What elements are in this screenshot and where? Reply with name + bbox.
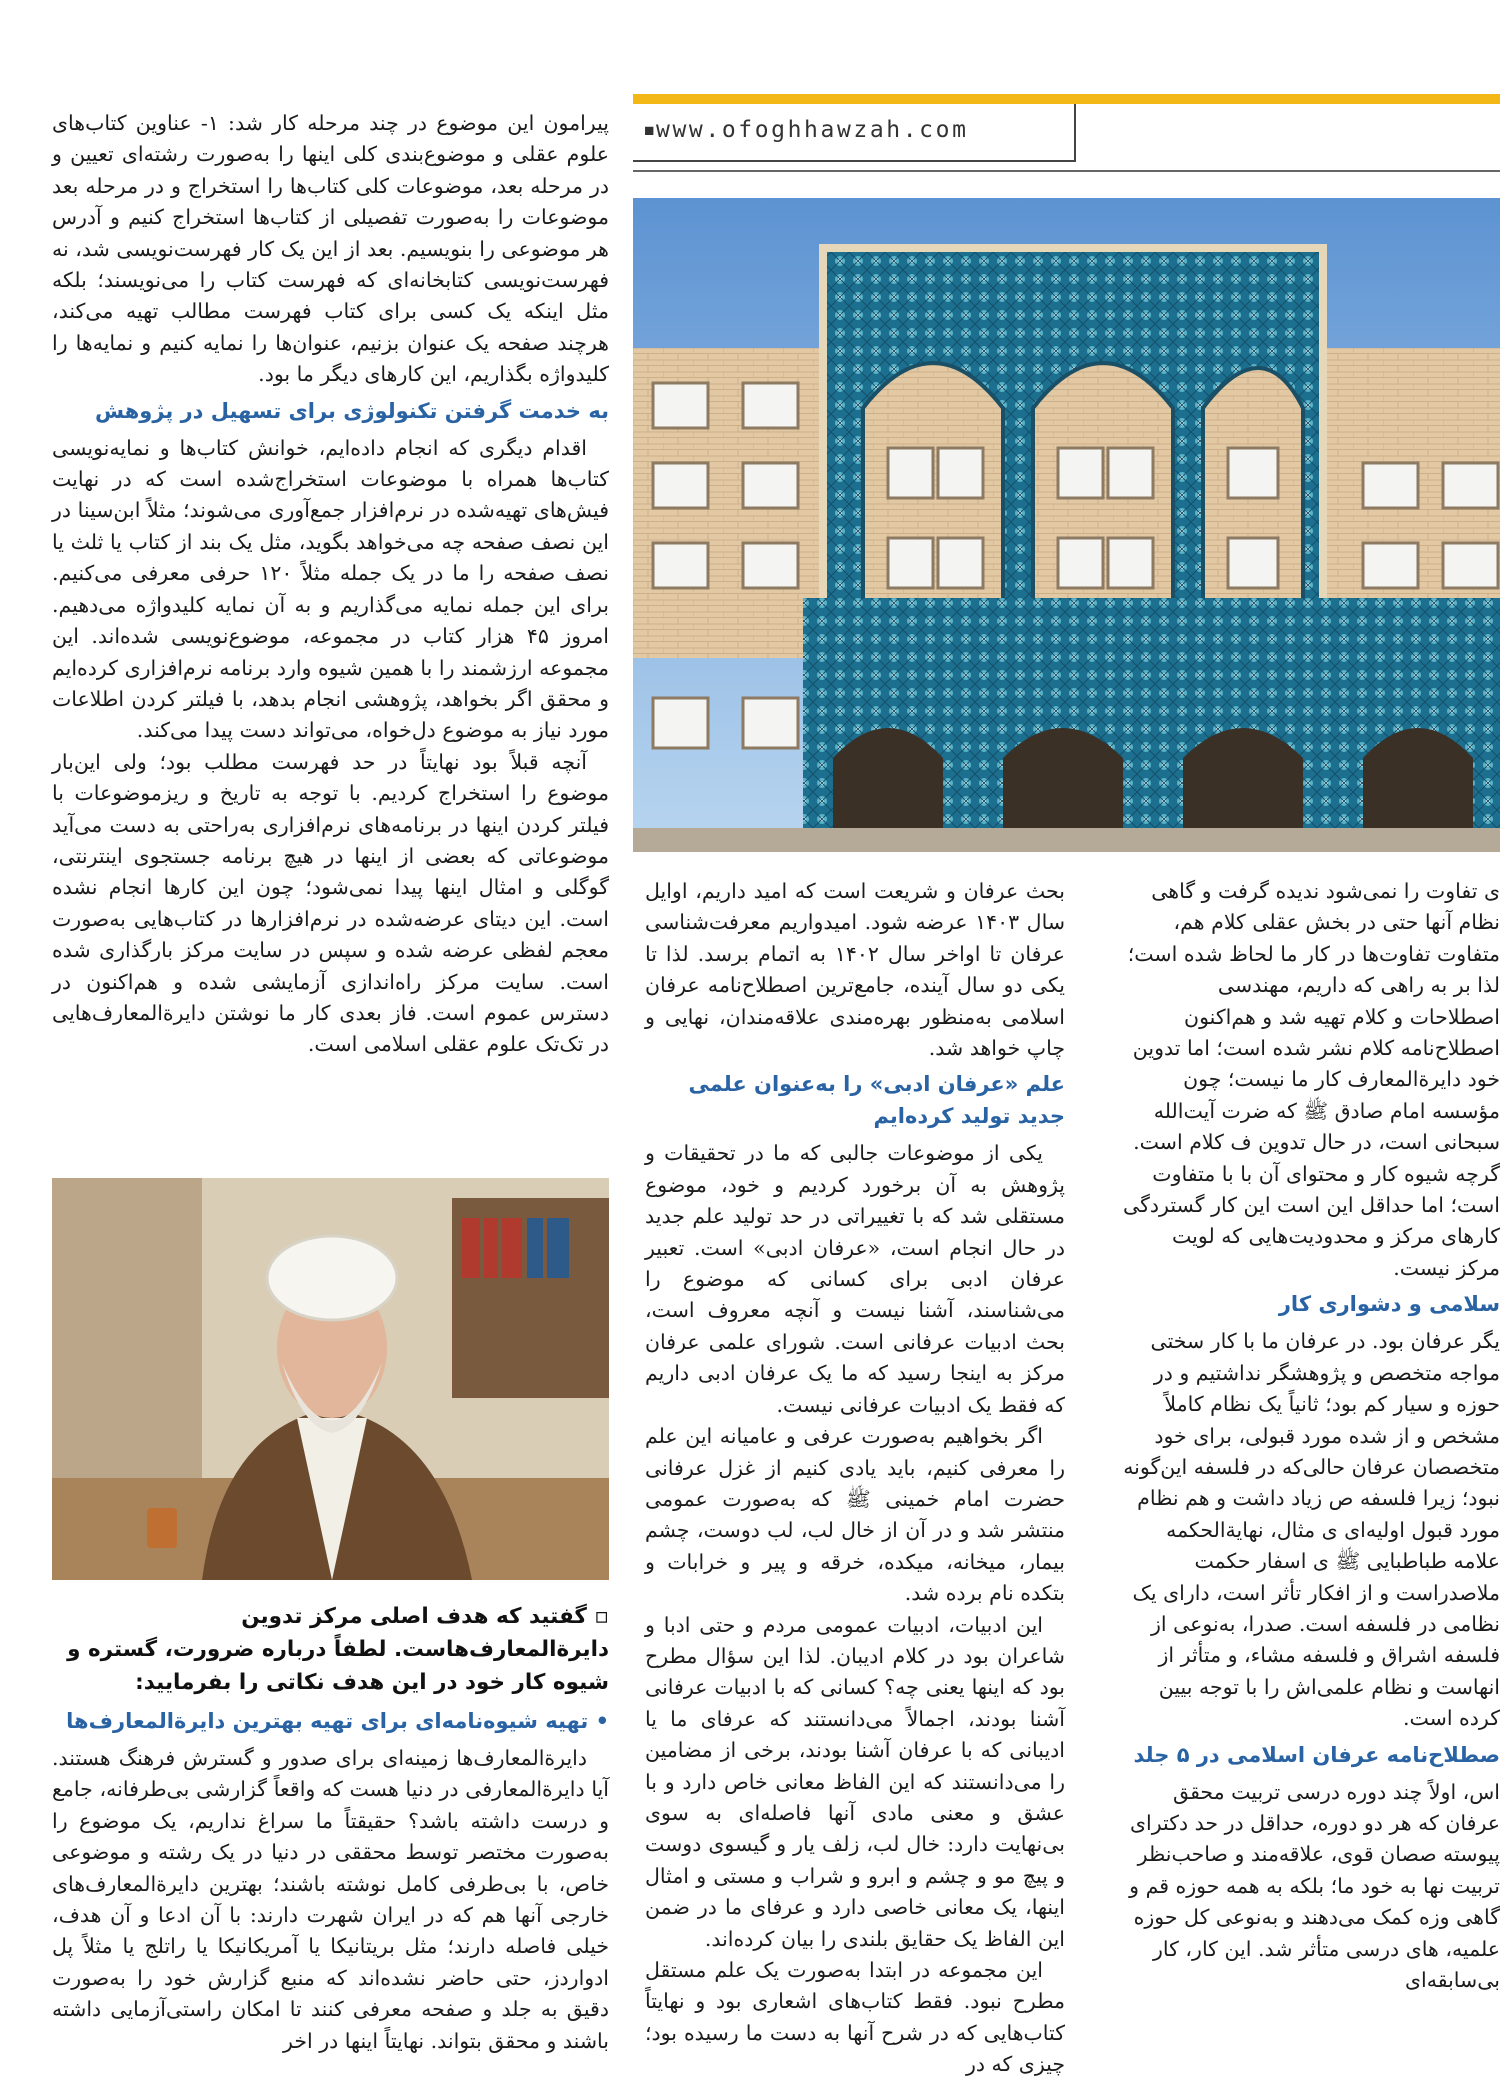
header-rule-left (633, 170, 1076, 172)
portrait-photo (52, 1178, 609, 1580)
left-paragraph-2: اقدام دیگری که انجام داده‌ایم، خوانش کتاب‌ها و نمایه‌نویسی کتاب‌ها همراه با موضوعات استخراج‌شده است که در نهایت فیش‌های تهیه‌شده در نرم‌افزار جمع‌آوری می‌شوند؛ مثلاً ابن‌سینا در این نصف صفحه چه می‌خواهد بگوید، مثل یک بند از کتاب یا ثلث یا نصف صفحه را ما در یک جمله مثلاً ۱۲۰ حرفی معرفی می‌کنیم. برای این جمله نمایه می‌گذاریم و به آن نمایه کلیدواژه می‌دهیم. امروز ۴۵ هزار کتاب در مجموعه، موضوع‌نویسی شده‌اند. این مجموعه ارزشمند را با همین شیوه وارد برنامه نرم‌افزاری کرده‌ایم و محقق اگر بخواهد، پژوهشی انجام بدهد، با فیلتر کردن اطلاعات مورد نیاز به موضوع دل‌خواه، می‌تواند دست پیدا می‌کند. (52, 435, 609, 743)
middle-paragraph-2: یکی از موضوعات جالبی که ما در تحقیقات و پژوهش به آن برخورد کردیم و خود، موضوع مستقلی شد که با تغییراتی در حد تولید علم جدید در حال انجام است، «عرفان ادبی» است. تعبیر عرفان ادبی برای کسانی که موضوع را می‌شناسند، آشنا نیست و آنچه معروف است، بحث ادبیات عرفانی است. شورای علمی عرفان مرکز به اینجا رسید که ما یک عرفان ادبی داریم که فقط یک ادبیات عرفانی نیست. (645, 1141, 1065, 1417)
heading-method: • تهیه شیوه‌نامه‌ای برای تهیه بهترین دایرةالمعارف‌ها (66, 1709, 609, 1733)
left-paragraph-3: آنچه قبلاً بود نهایتاً در حد فهرست مطلب بود؛ ولی این‌بار موضوع را استخراج کردیم. با توجه به تاریخ و ریزموضوعات با فیلتر کردن اینها در برنامه‌های نرم‌افزاری به‌راحتی به دست می‌آید موضوعاتی که بعضی از اینها در هیچ برنامه جستجوی اینترنتی، گوگلی و امثال اینها پیدا نمی‌شود؛ چون این کارها انجام نشده است. این دیتای عرضه‌شده در نرم‌افزارها در کتاب‌هایی به‌صورت معجم لفظی عرضه شده و سپس در سایت مرکز بارگذاری شده است. سایت مرکز راه‌اندازی آزمایشی شده و هم‌اکنون در دسترس عموم است. فاز بعدی کار ما نوشتن دایرةالمعارف‌هایی در تک‌تک علوم عقلی اسلامی است. (52, 749, 609, 1057)
right-paragraph-3: اس، اولاً چند دوره درسی تربیت محقق عرفان که هر دو دوره، حداقل در حد دکترای پیوسته صصان قوی، علاقه‌مند و صاحب‌نظر تربیت نها به خود ما؛ بلکه به همه حوزه قم و گاهی وزه کمک می‌دهند و به‌نوعی کل حوزه علمیه، های درسی متأثر شد. این کار، کار بی‌سابقه‌ای (1129, 1779, 1500, 1992)
heading-thesaurus: صطلاح‌نامه عرفان اسلامی در ۵ جلد (1133, 1742, 1500, 1767)
left-column (52, 108, 609, 1172)
right-column (1123, 876, 1500, 1992)
middle-paragraph-1: بحث عرفان و شریعت است که امید داریم، اوایل سال ۱۴۰۳ عرضه شود. امیدواریم معرفت‌شناسی عرفان تا اواخر سال ۱۴۰۲ به اتمام برسد. لذا تا یکی دو سال آینده، جامع‌ترین اصطلاح‌نامه عرفان اسلامی به‌منظور بهره‌مندی علاقه‌مندان، نهایی و چاپ خواهد شد. (645, 879, 1065, 1061)
building-photo (633, 198, 1500, 852)
heading-difficulty: سلامی و دشواری کار (1278, 1292, 1500, 1317)
middle-column (645, 876, 1065, 2084)
header-accent-bar (633, 94, 1500, 104)
middle-paragraph-4: این ادبیات، ادبیات عمومی مردم و حتی ادبا و شاعران بود در کلام ادیبان. لذا این سؤال مطرح بود که اینها یعنی چه؟ کسانی که با ادبیات عرفانی آشنا بودند، اجمالاً می‌دانستند که عرفای ما یا ادیبانی که با عرفان آشنا بودند، برخی از مضامین را می‌دانستند که این الفاظ معانی خاص دارد و با عشق و معنی مادی آنها فاصله‌ای به سوی بی‌نهایت دارد: خال لب، زلف یار و گیسوی دوست و پیچ مو و چشم و ابرو و شراب و مستی و امثال اینها، یک معانی خاصی دارد و عرفای ما در ضمن این الفاظ یک حقایق بلندی را بیان کرده‌اند. (645, 1612, 1065, 1951)
heading-technology: به خدمت گرفتن تکنولوژی برای تسهیل در پژوهش (95, 398, 609, 423)
right-paragraph-2: یگر عرفان بود. در عرفان ما با کار سختی مواجه متخصص و پژوهشگر نداشتیم و در حوزه و سیار کم بود؛ ثانیاً یک نظام کاملاً مشخص و از شده مورد قبولی، برای خود متخصصان عرفان حالی‌که در فلسفه این‌گونه نبود؛ زیرا فلسفه ص زیاد داشت و هم نظام مورد قبول اولیه‌ای ی مثال، نهایة‌الحکمه علامه طباطبایی ﷺ ی اسفار حکمت ملاصدراست و از افکار تأثر است، دارای یک نظامی در فلسفه است. صدرا، به‌نوعی از فلسفه اشراق و فلسفه مشاء، و متأثر از انهاست و نظام علمی‌اش را با توجه بیین کرده است. (1123, 1329, 1500, 1731)
left-paragraph-1: پیرامون این موضوع در چند مرحله کار شد: ۱- عناوین کتاب‌های علوم عقلی و موضوع‌بندی کلی اینها را به‌صورت رشته‌ای تعیین و در مرحله بعد، موضوعات کلی کتاب‌ها را استخراج و در مرحله بعد موضوعات را به‌صورت تفصیلی از کتاب‌ها استخراج کنیم و آدرس هر موضوعی را بنویسیم. بعد از این یک کار فهرست‌نویسی شد، نه فهرست‌نویسی کتابخانه‌ای که فهرست کتاب را می‌نویسند؛ بلکه مثل اینکه یک کسی برای کتاب فهرست مطالب تهیه می‌کند، هرچند صفحه یک عنوان بزنیم، عنوان‌ها را نمایه کنیم و نمایه‌ها را کلیدواژه بگذاریم، این کارهای دیگر ما بود. (52, 111, 609, 387)
left-paragraph-4: دایرةالمعارف‌ها زمینه‌ای برای صدور و گسترش فرهنگ هستند. آیا دایرةالمعارفی در دنیا هست که واقعاً گزارشی بی‌طرفانه، جامع و درست داشته باشد؟ حقیقتاً ما سراغ نداریم، یک موضوع را به‌صورت مختصر توسط محققی در دنیا در یک رشته و موضوعی خاص، با بی‌طرفی کامل نوشته باشند؛ بهترین دایرةالمعارف‌های خارجی آنها هم که در ایران شهرت دارند: با آن ادعا و آن هدف، خیلی فاصله دارند؛ مثل بریتانیکا یا آمریکانیکا یا راتلج یا مثلاً پل ادواردز، حتی حاضر نشده‌اند که منبع گزارش خود را به‌صورت دقیق به جلد و صفحه معرفی کنند تا امکان راستی‌آزمایی داشته باشند و محقق بتواند. نهایتاً اینها در اخر (52, 1746, 609, 2053)
middle-paragraph-5: این مجموعه در ابتدا به‌صورت یک علم مستقل مطرح نبود. فقط کتاب‌های اشعاری بود و نهایتاً کتاب‌هایی که در شرح آنها به دست ما رسیده بود؛ چیزی که در (645, 1958, 1065, 2077)
site-url[interactable]: ■www.ofoghhawzah.com (645, 117, 969, 143)
header-rule-right (1076, 170, 1500, 172)
portrait-illustration (52, 1178, 609, 1580)
middle-paragraph-3: اگر بخواهیم به‌صورت عرفی و عامیانه این علم را معرفی کنیم، باید یادی کنیم از غزل عرفانی حضرت امام خمینی ﷺ که به‌صورت عمومی منتشر شد و در آن از خال لب، لب دوست، چشم بیمار، میخانه، میکده، خرقه و پیر و خرابات و بتکده نام برده شد. (645, 1424, 1065, 1606)
url-box (633, 104, 1076, 162)
building-illustration (633, 198, 1500, 852)
heading-literary-mysticism: علم «عرفان ادبی» را به‌عنوان علمی جدید تولید کرده‌ایم (688, 1072, 1065, 1129)
right-paragraph-1: ی تفاوت را نمی‌شود ندیده گرفت و گاهی نظام آنها حتی در بخش عقلی کلام هم، متفاوت تفاوت‌ها در کار ما لحاظ شده است؛ لذا بر به راهی که داریم، مهندسی اصطلاحات و کلام تهیه شد و هم‌اکنون اصطلاح‌نامه کلام نشر شده است؛ اما تدوین خود دایرةالمعارف کار ما نیست؛ چون مؤسسه امام صادق ﷺ که ضرت آیت‌الله سبحانی است، در حال تدوین ف کلام است. گرچه شیوه کار و محتوای آن با با متفاوت است؛ اما حداقل این است این کار گستردگی کارهای مرکز و محدودیت‌هایی که لویت مرکز نیست. (1123, 879, 1500, 1280)
interview-question: ▫ گفتید که هدف اصلی مرکز تدوین دایرةالمعارف‌هاست. لطفاً درباره ضرورت، گستره و شیوه کار خود در این هدف نکاتی را بفرمایید: (67, 1604, 609, 1695)
left-column-lower (52, 1600, 609, 2084)
